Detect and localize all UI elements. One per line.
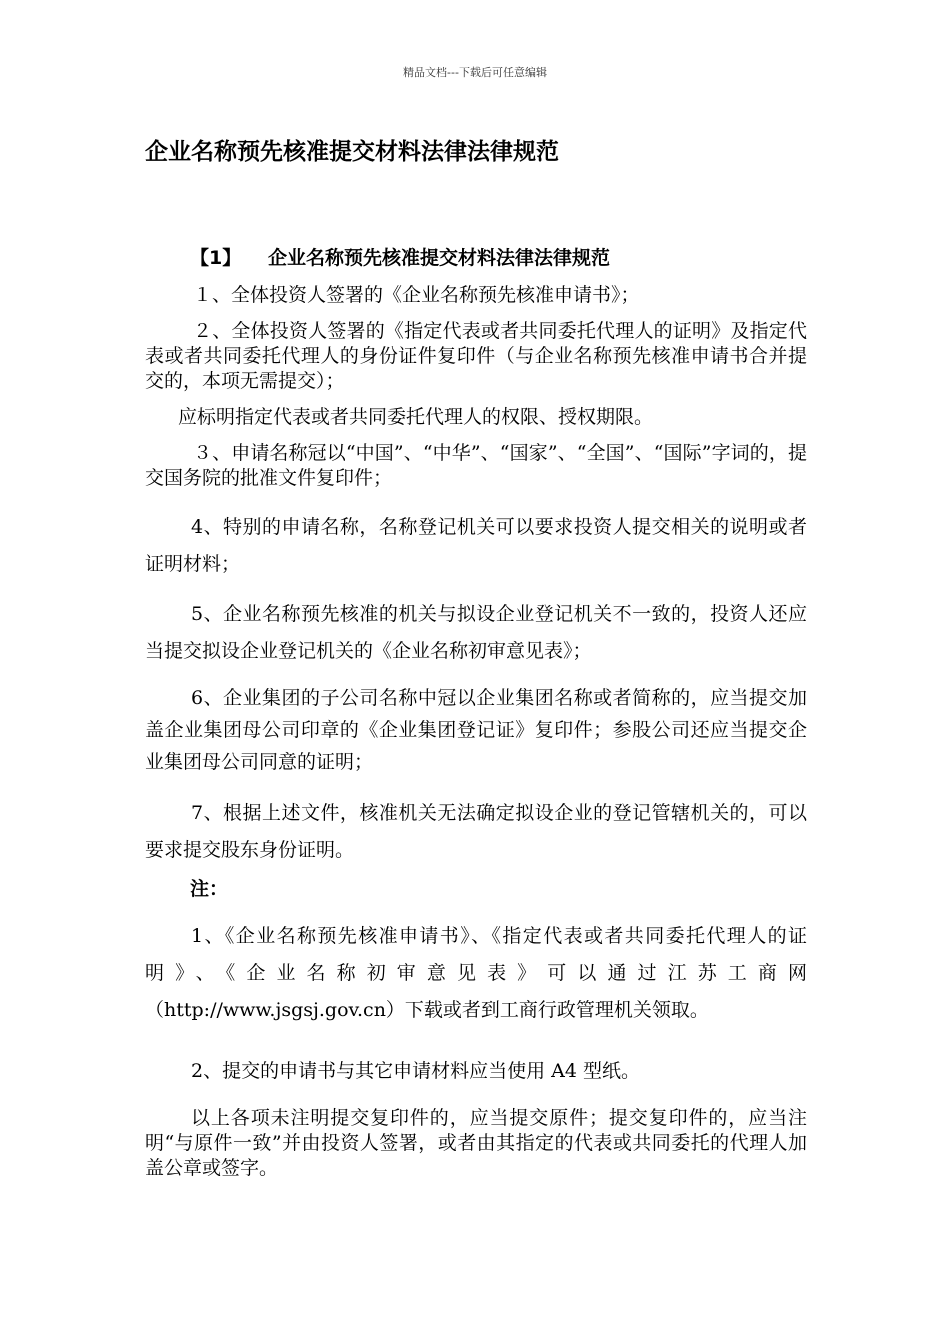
section-number: 【1】: [190, 247, 242, 269]
paragraph-5: 4、特别的申请名称，名称登记机关可以要求投资人提交相关的说明或者证明材料；: [145, 516, 807, 575]
paragraph-7: 6、企业集团的子公司名称中冠以企业集团名称或者简称的，应当提交加盖企业集团母公司印章的《企业集团登记证》复印件；参股公司还应当提交企业集团母公司同意的证明；: [145, 687, 807, 773]
paragraph-4: ３、申请名称冠以“中国”、“中华”、“国家”、“全国”、“国际”字词的，提交国务院的批准文件复印件；: [145, 442, 807, 489]
paragraph-8: 7、根据上述文件，核准机关无法确定拟设企业的登记管辖机关的，可以要求提交股东身份证明。: [145, 802, 807, 861]
note-2: 2、提交的申请书与其它申请材料应当使用 A4 型纸。: [191, 1060, 640, 1082]
paragraph-6: 5、企业名称预先核准的机关与拟设企业登记机关不一致的，投资人还应当提交拟设企业登记机关的《企业名称初审意见表》；: [145, 603, 807, 662]
section-heading-text: 企业名称预先核准提交材料法律法律规范: [268, 247, 611, 269]
section-heading: [190, 243, 610, 270]
paragraph-2: ２、全体投资人签署的《指定代表或者共同委托代理人的证明》及指定代表或者共同委托代理人的身份证件复印件（与企业名称预先核准申请书合并提交的，本项无需提交）；: [145, 320, 807, 392]
header-note: 精品文档---下载后可任意编辑: [403, 66, 547, 79]
document-title: 企业名称预先核准提交材料法律法律规范: [145, 139, 559, 165]
paragraph-3: 应标明指定代表或者共同委托代理人的权限、授权期限。: [178, 406, 654, 428]
note-1: 1、《企业名称预先核准申请书》、《指定代表或者共同委托代理人的证明》、《企业名称初审意见表》可以通过江苏工商网（http://www.jsgsj.gov.cn）下载或者到工商行政管理机关领取。: [145, 925, 807, 1021]
closing-paragraph: 以上各项未注明提交复印件的，应当提交原件；提交复印件的，应当注明“与原件一致”并由投资人签署，或者由其指定的代表或共同委托的代理人加盖公章或签字。: [145, 1107, 807, 1179]
note-label: 注：: [190, 878, 229, 900]
paragraph-1: １、全体投资人签署的《企业名称预先核准申请书》；: [193, 284, 640, 306]
